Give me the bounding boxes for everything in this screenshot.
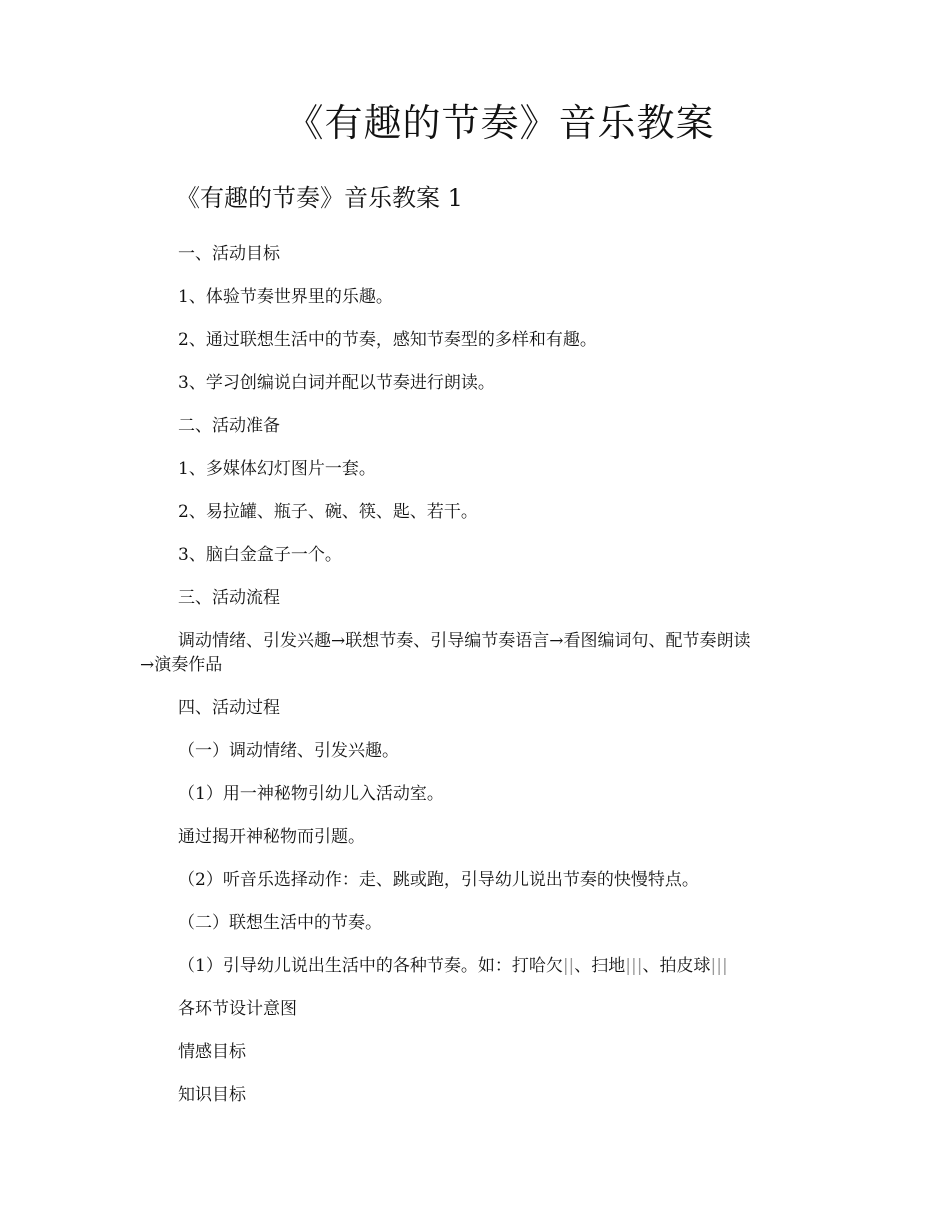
- paragraph: （1）用一神秘物引幼儿入活动室。: [178, 784, 444, 804]
- rhythm-text-3: 、拍皮球: [642, 956, 711, 976]
- paragraph: 各环节设计意图: [178, 999, 297, 1019]
- flow-line-1: 调动情绪、引发兴趣→联想节奏、引导编节奏语言→看图编词句、配节奏朗读: [178, 631, 751, 651]
- rhythm-text-1: （1）引导幼儿说出生活中的各种节奏。如：打哈欠: [178, 956, 563, 976]
- paragraph: （2）听音乐选择动作：走、跳或跑，引导幼儿说出节奏的快慢特点。: [178, 870, 699, 890]
- paragraph: 1、多媒体幻灯图片一套。: [178, 459, 376, 479]
- paragraph: 知识目标: [178, 1085, 246, 1105]
- paragraph: 二、活动准备: [178, 416, 280, 436]
- paragraph: 情感目标: [178, 1042, 246, 1062]
- rhythm-mark-2: |||: [625, 956, 643, 976]
- paragraph: 四、活动过程: [178, 698, 280, 718]
- paragraph: （二）联想生活中的节奏。: [178, 913, 382, 933]
- paragraph: 2、易拉罐、瓶子、碗、筷、匙、若干。: [178, 502, 478, 522]
- paragraph: （一）调动情绪、引发兴趣。: [178, 741, 399, 761]
- rhythm-text-2: 、扫地: [574, 956, 626, 976]
- paragraph: 3、脑白金盒子一个。: [178, 545, 342, 565]
- paragraph: 通过揭开神秘物而引题。: [178, 827, 365, 847]
- paragraph: 1、体验节奏世界里的乐趣。: [178, 287, 393, 307]
- paragraph: 三、活动流程: [178, 588, 280, 608]
- paragraph: 3、学习创编说白词并配以节奏进行朗读。: [178, 373, 495, 393]
- rhythm-mark-1: ||: [562, 956, 575, 976]
- paragraph: 2、通过联想生活中的节奏，感知节奏型的多样和有趣。: [178, 330, 597, 350]
- flow-paragraph: [0, 629, 950, 677]
- document-body: [0, 242, 950, 1126]
- rhythm-mark-3: |||: [710, 956, 728, 976]
- section-title: 《有趣的节奏》音乐教案 1: [176, 184, 463, 212]
- flow-line-2: →演奏作品: [140, 655, 223, 675]
- document-title: 《有趣的节奏》音乐教案: [285, 101, 715, 145]
- paragraph: 一、活动目标: [178, 244, 280, 264]
- rhythm-paragraph: [0, 954, 950, 997]
